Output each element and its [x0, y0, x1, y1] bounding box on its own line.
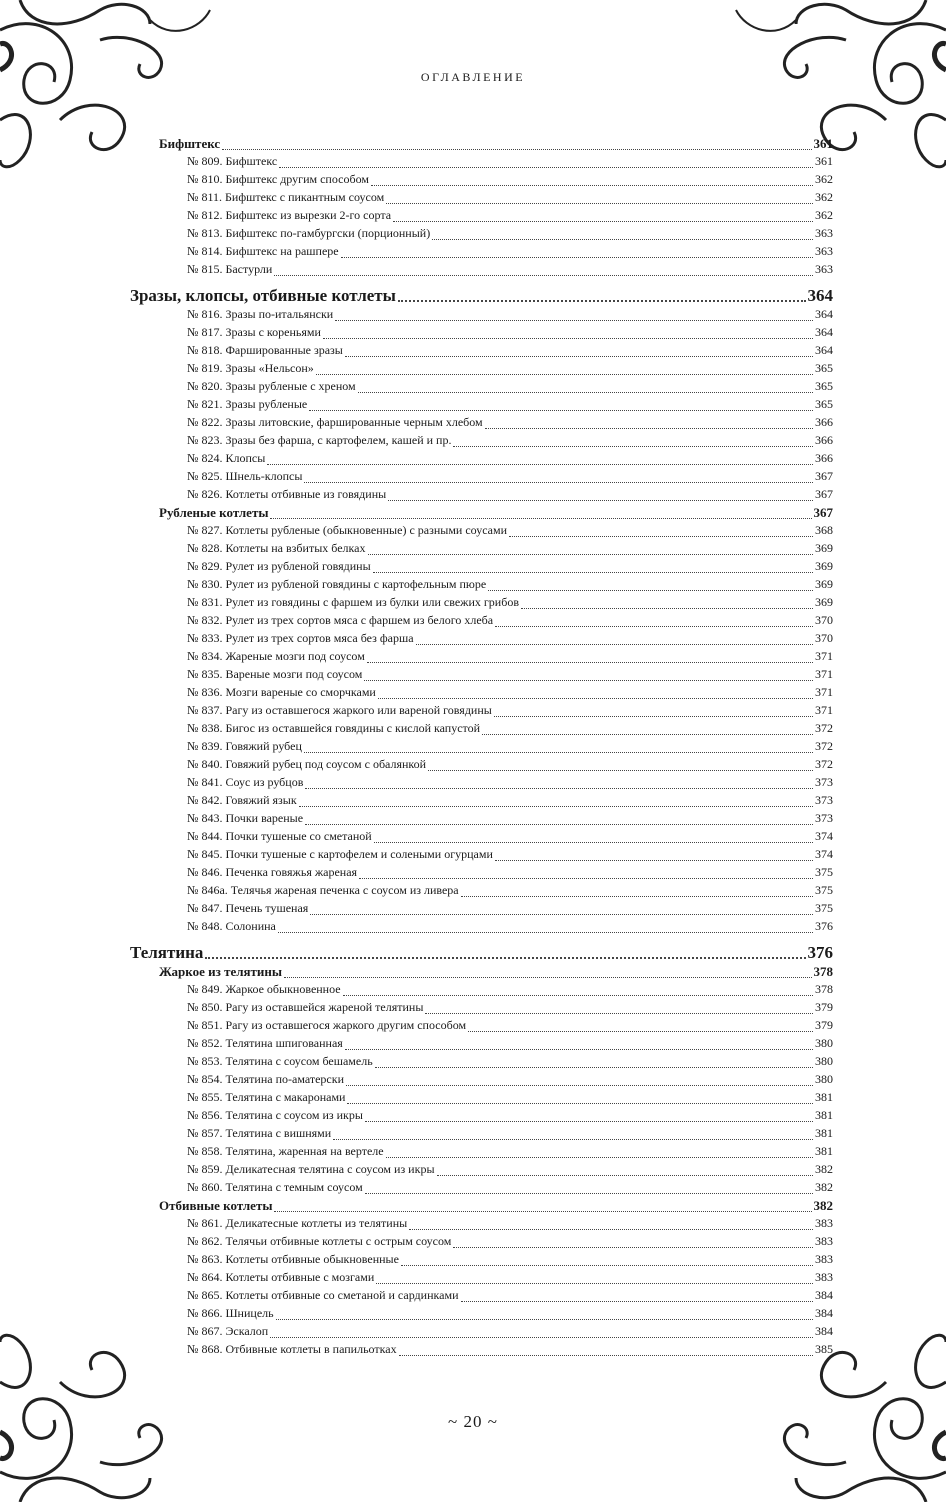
dot-leader: [267, 464, 813, 465]
toc-entry-label: № 845. Почки тушеные с картофелем и солеными огурцами: [187, 847, 493, 861]
toc-entry-label: № 852. Телятина шпигованная: [187, 1036, 343, 1050]
dot-leader: [274, 1211, 811, 1212]
toc-recipe-entry[interactable]: [130, 793, 833, 811]
dot-leader: [376, 1283, 813, 1284]
toc-entry-label: № 846а. Телячья жареная печенка с соусом из ливера: [187, 883, 459, 897]
dot-leader: [401, 1265, 813, 1266]
toc-recipe-entry[interactable]: [130, 775, 833, 793]
dot-leader: [278, 932, 813, 933]
toc-recipe-entry[interactable]: [130, 739, 833, 757]
toc-entry-label: Рубленые котлеты: [159, 505, 269, 520]
toc-entry-page: 363: [815, 226, 833, 240]
toc-entry-label: № 814. Бифштекс на рашпере: [187, 244, 339, 258]
toc-entry-page: 384: [815, 1306, 833, 1320]
toc-entry-label: № 818. Фаршированные зразы: [187, 343, 343, 357]
toc-entry-label: № 819. Зразы «Нельсон»: [187, 361, 314, 375]
dot-leader: [485, 428, 813, 429]
toc-recipe-entry[interactable]: [130, 208, 833, 226]
toc-entry-page: 376: [815, 919, 833, 933]
toc-entry-label: № 853. Телятина с соусом бешамель: [187, 1054, 373, 1068]
toc-recipe-entry[interactable]: [130, 595, 833, 613]
dot-leader: [310, 914, 813, 915]
toc-entry-page: 373: [815, 793, 833, 807]
toc-entry-page: 367: [813, 505, 833, 520]
dot-leader: [386, 1157, 813, 1158]
dot-leader: [375, 1067, 813, 1068]
toc-recipe-entry[interactable]: [130, 1180, 833, 1198]
toc-entry-label: № 831. Рулет из говядины с фаршем из булки или свежих грибов: [187, 595, 519, 609]
toc-entry-label: № 833. Рулет из трех сортов мяса без фарша: [187, 631, 414, 645]
toc-entry-page: 384: [815, 1288, 833, 1302]
toc-recipe-entry[interactable]: [130, 172, 833, 190]
dot-leader: [299, 806, 813, 807]
toc-entry-label: Отбивные котлеты: [159, 1198, 273, 1213]
toc-entry-label: № 843. Почки вареные: [187, 811, 304, 825]
toc-entry-page: 379: [815, 1000, 833, 1014]
toc-entry-page: 372: [815, 757, 833, 771]
toc-recipe-entry[interactable]: [130, 451, 833, 469]
dot-leader: [386, 203, 813, 204]
dot-leader: [398, 300, 806, 302]
dot-leader: [432, 239, 813, 240]
toc-entry-page: 381: [815, 1090, 833, 1104]
toc-entry-label: № 812. Бифштекс из вырезки 2-го сорта: [187, 208, 392, 222]
dot-leader: [453, 1247, 813, 1248]
toc-recipe-entry[interactable]: [130, 244, 833, 262]
toc-entry-page: 381: [815, 1144, 833, 1158]
toc-recipe-entry[interactable]: [130, 559, 833, 577]
dot-leader: [388, 500, 813, 501]
toc-entry-label: № 838. Бигос из оставшейся говядины с кислой капустой: [187, 721, 481, 735]
dot-leader: [488, 590, 813, 591]
toc-recipe-entry[interactable]: [130, 1090, 833, 1108]
toc-recipe-entry[interactable]: [130, 262, 833, 280]
toc-recipe-entry[interactable]: [130, 1324, 833, 1342]
toc-recipe-entry[interactable]: [130, 1126, 833, 1144]
toc-entry-page: 361: [815, 154, 833, 168]
dot-leader: [305, 824, 813, 825]
toc-entry-label: № 861. Деликатесные котлеты из телятины: [187, 1216, 408, 1230]
toc-entry-label: № 821. Зразы рубленые: [187, 397, 308, 411]
toc-entry-label: № 828. Котлеты на взбитых белках: [187, 541, 366, 555]
toc-entry-label: № 840. Говяжий рубец под соусом с обалянкой: [187, 757, 427, 771]
dot-leader: [521, 608, 813, 609]
toc-entry-label: № 858. Телятина, жаренная на вертеле: [187, 1144, 384, 1158]
dot-leader: [341, 257, 813, 258]
toc-recipe-entry[interactable]: [130, 829, 833, 847]
toc-entry-page: 369: [815, 541, 833, 555]
dot-leader: [495, 626, 813, 627]
toc-recipe-entry[interactable]: [130, 415, 833, 433]
toc-entry-page: 380: [815, 1072, 833, 1086]
toc-entry-page: 362: [815, 208, 833, 222]
dot-leader: [343, 995, 813, 996]
toc-recipe-entry[interactable]: [130, 307, 833, 325]
toc-entry-label: № 842. Говяжий язык: [187, 793, 297, 807]
dot-leader: [461, 1301, 814, 1302]
toc-recipe-entry[interactable]: [130, 1216, 833, 1234]
toc-entry-page: 366: [815, 451, 833, 465]
toc-entry-page: 373: [815, 811, 833, 825]
dot-leader: [284, 977, 811, 978]
toc-recipe-entry[interactable]: [130, 1144, 833, 1162]
toc-entry-label: № 822. Зразы литовские, фаршированные черным хлебом: [187, 415, 483, 429]
dot-leader: [399, 1355, 813, 1356]
toc-entry-label: № 864. Котлеты отбивные с мозгами: [187, 1270, 375, 1284]
toc-entry-label: № 834. Жареные мозги под соусом: [187, 649, 365, 663]
toc-entry-page: 365: [815, 397, 833, 411]
toc-recipe-entry[interactable]: [130, 685, 833, 703]
page-title: оглавление: [420, 66, 526, 85]
toc-entry-page: 371: [815, 703, 833, 717]
dot-leader: [274, 275, 813, 276]
toc-recipe-entry[interactable]: [130, 1108, 833, 1126]
toc-entry-label: № 860. Телятина с темным соусом: [187, 1180, 363, 1194]
toc-entry-page: 378: [815, 982, 833, 996]
dot-leader: [346, 1085, 813, 1086]
toc-entry-page: 367: [815, 469, 833, 483]
toc-entry-page: 369: [815, 595, 833, 609]
toc-entry-page: 366: [815, 433, 833, 447]
toc-entry-page: 372: [815, 739, 833, 753]
toc-section-entry[interactable]: [130, 943, 833, 964]
toc-entry-label: № 824. Клопсы: [187, 451, 266, 465]
toc-entry-page: 373: [815, 775, 833, 789]
dot-leader: [368, 554, 814, 555]
dot-leader: [222, 149, 811, 150]
toc-entry-page: 382: [815, 1180, 833, 1194]
toc-subsection-entry[interactable]: [130, 1198, 833, 1216]
toc-entry-label: № 866. Шницель: [187, 1306, 274, 1320]
toc-entry-label: № 851. Рагу из оставшегося жаркого другим способом: [187, 1018, 467, 1032]
toc-entry-page: 383: [815, 1216, 833, 1230]
dot-leader: [335, 320, 813, 321]
toc-entry-page: 366: [815, 415, 833, 429]
toc-recipe-entry[interactable]: [130, 1306, 833, 1324]
toc-entry-label: № 813. Бифштекс по-гамбургски (порционный): [187, 226, 431, 240]
toc-entry-label: № 848. Солонина: [187, 919, 276, 933]
toc-entry-label: № 868. Отбивные котлеты в папильотках: [187, 1342, 397, 1356]
toc-recipe-entry[interactable]: [130, 1036, 833, 1054]
toc-entry-page: 362: [815, 172, 833, 186]
toc-entry-page: 371: [815, 667, 833, 681]
toc-entry-label: № 867. Эскалоп: [187, 1324, 269, 1338]
toc-entry-page: 383: [815, 1234, 833, 1248]
toc-entry-page: 365: [815, 361, 833, 375]
toc-entry-label: № 811. Бифштекс с пикантным соусом: [187, 190, 385, 204]
toc-entry-label: № 847. Печень тушеная: [187, 901, 309, 915]
toc-recipe-entry[interactable]: [130, 847, 833, 865]
toc-recipe-entry[interactable]: [130, 325, 833, 343]
toc-recipe-entry[interactable]: [130, 1162, 833, 1180]
dot-leader: [365, 1193, 813, 1194]
toc-entry-page: 370: [815, 613, 833, 627]
toc-entry-label: № 839. Говяжий рубец: [187, 739, 302, 753]
toc-recipe-entry[interactable]: [130, 649, 833, 667]
toc-recipe-entry[interactable]: [130, 757, 833, 775]
toc-entry-label: № 859. Деликатесная телятина с соусом из икры: [187, 1162, 435, 1176]
toc-entry-label: № 844. Почки тушеные со сметаной: [187, 829, 372, 843]
dot-leader: [205, 957, 805, 959]
toc-entry-label: № 827. Котлеты рубленые (обыкновенные) с разными соусами: [187, 523, 508, 537]
toc-entry-label: Жаркое из телятины: [159, 964, 283, 979]
dot-leader: [316, 374, 813, 375]
dot-leader: [495, 860, 813, 861]
toc-recipe-entry[interactable]: [130, 721, 833, 739]
dot-leader: [304, 482, 813, 483]
toc-entry-page: 385: [815, 1342, 833, 1356]
toc-entry-label: № 826. Котлеты отбивные из говядины: [187, 487, 387, 501]
toc-entry-page: 383: [815, 1270, 833, 1284]
toc-entry-page: 371: [815, 649, 833, 663]
dot-leader: [494, 716, 813, 717]
toc-recipe-entry[interactable]: [130, 1288, 833, 1306]
toc-recipe-entry[interactable]: [130, 343, 833, 361]
toc-entry-page: 364: [815, 307, 833, 321]
dot-leader: [482, 734, 813, 735]
toc-entry-label: № 849. Жаркое обыкновенное: [187, 982, 341, 996]
toc-entry-label: № 830. Рулет из рубленой говядины с картофельным пюре: [187, 577, 487, 591]
dot-leader: [371, 185, 813, 186]
toc-entry-page: 375: [815, 901, 833, 915]
toc-entry-label: № 825. Шнель-клопсы: [187, 469, 303, 483]
toc-recipe-entry[interactable]: [130, 919, 833, 937]
dot-leader: [468, 1031, 813, 1032]
toc-recipe-entry[interactable]: [130, 397, 833, 415]
toc-recipe-entry[interactable]: [130, 577, 833, 595]
dot-leader: [270, 518, 811, 519]
toc-recipe-entry[interactable]: [130, 811, 833, 829]
toc-entry-label: № 829. Рулет из рубленой говядины: [187, 559, 371, 573]
toc-entry-label: № 862. Телячьи отбивные котлеты с острым соусом: [187, 1234, 452, 1248]
toc-entry-page: 374: [815, 829, 833, 843]
toc-entry-page: 384: [815, 1324, 833, 1338]
toc-entry-label: № 835. Вареные мозги под соусом: [187, 667, 363, 681]
toc-recipe-entry[interactable]: [130, 865, 833, 883]
toc-entry-label: № 836. Мозги вареные со сморчками: [187, 685, 376, 699]
toc-entry-label: № 857. Телятина с вишнями: [187, 1126, 332, 1140]
toc-recipe-entry[interactable]: [130, 487, 833, 505]
toc-recipe-entry[interactable]: [130, 1000, 833, 1018]
toc-subsection-entry[interactable]: [130, 136, 833, 154]
toc-entry-page: 369: [815, 559, 833, 573]
toc-entry-page: 371: [815, 685, 833, 699]
toc-recipe-entry[interactable]: [130, 469, 833, 487]
toc-entry-page: 364: [815, 343, 833, 357]
toc-recipe-entry[interactable]: [130, 1342, 833, 1360]
toc-subsection-entry[interactable]: [130, 505, 833, 523]
dot-leader: [270, 1337, 813, 1338]
toc-recipe-entry[interactable]: [130, 361, 833, 379]
toc-recipe-entry[interactable]: [130, 154, 833, 172]
dot-leader: [276, 1319, 813, 1320]
toc-entry-label: Зразы, клопсы, отбивные котлеты: [130, 286, 396, 305]
dot-leader: [509, 536, 813, 537]
toc-entry-page: 368: [815, 523, 833, 537]
toc-entry-label: Телятина: [130, 943, 204, 962]
dot-leader: [453, 446, 813, 447]
toc-entry-page: 383: [815, 1252, 833, 1266]
toc-entry-page: 379: [815, 1018, 833, 1032]
toc-entry-page: 362: [815, 190, 833, 204]
toc-entry-label: № 837. Рагу из оставшегося жаркого или вареной говядины: [187, 703, 492, 717]
toc-entry-label: № 816. Зразы по-итальянски: [187, 307, 334, 321]
toc-entry-label: № 846. Печенка говяжья жареная: [187, 865, 358, 879]
dot-leader: [305, 788, 813, 789]
dot-leader: [358, 392, 813, 393]
toc-entry-page: 370: [815, 631, 833, 645]
toc-entry-page: 363: [815, 244, 833, 258]
page-number: ~ 20 ~: [448, 1412, 498, 1431]
dot-leader: [367, 662, 813, 663]
toc-recipe-entry[interactable]: [130, 982, 833, 1000]
toc-recipe-entry[interactable]: [130, 901, 833, 919]
toc-entry-label: № 809. Бифштекс: [187, 154, 278, 168]
toc-entry-label: № 810. Бифштекс другим способом: [187, 172, 369, 186]
toc-entry-label: Бифштекс: [159, 136, 221, 151]
toc-entry-page: 381: [815, 1108, 833, 1122]
dot-leader: [373, 572, 813, 573]
dot-leader: [461, 896, 813, 897]
toc-entry-page: 374: [815, 847, 833, 861]
toc-recipe-entry[interactable]: [130, 1054, 833, 1072]
toc-entry-label: № 817. Зразы с кореньями: [187, 325, 321, 339]
toc-entry-page: 382: [815, 1162, 833, 1176]
toc-entry-page: 380: [815, 1036, 833, 1050]
toc-recipe-entry[interactable]: [130, 226, 833, 244]
dot-leader: [374, 842, 813, 843]
dot-leader: [359, 878, 813, 879]
toc-entry-label: № 841. Соус из рубцов: [187, 775, 304, 789]
dot-leader: [309, 410, 813, 411]
toc-recipe-entry[interactable]: [130, 1270, 833, 1288]
toc-entry-page: 378: [813, 964, 833, 979]
dot-leader: [323, 338, 813, 339]
toc-entry-page: 361: [813, 136, 833, 151]
toc-entry-label: № 856. Телятина с соусом из икры: [187, 1108, 363, 1122]
toc-recipe-entry[interactable]: [130, 613, 833, 631]
dot-leader: [416, 644, 813, 645]
dot-leader: [437, 1175, 814, 1176]
toc-entry-page: 375: [815, 865, 833, 879]
dot-leader: [345, 1049, 813, 1050]
toc-entry-page: 365: [815, 379, 833, 393]
toc-entry-page: 382: [813, 1198, 833, 1213]
dot-leader: [409, 1229, 813, 1230]
toc-recipe-entry[interactable]: [130, 1252, 833, 1270]
toc-entry-label: № 832. Рулет из трех сортов мяса с фаршем из белого хлеба: [187, 613, 494, 627]
toc-recipe-entry[interactable]: [130, 541, 833, 559]
toc-recipe-entry[interactable]: [130, 1018, 833, 1036]
dot-leader: [333, 1139, 813, 1140]
toc-section-entry[interactable]: [130, 286, 833, 307]
toc-entry-label: № 815. Бастурли: [187, 262, 273, 276]
table-of-contents: [130, 136, 833, 1360]
dot-leader: [365, 1121, 813, 1122]
dot-leader: [425, 1013, 813, 1014]
toc-entry-label: № 823. Зразы без фарша, с картофелем, кашей и пр.: [187, 433, 452, 447]
toc-entry-page: 367: [815, 487, 833, 501]
toc-entry-label: № 850. Рагу из оставшейся жареной телятины: [187, 1000, 424, 1014]
toc-recipe-entry[interactable]: [130, 667, 833, 685]
toc-subsection-entry[interactable]: [130, 964, 833, 982]
toc-entry-page: 364: [807, 286, 833, 305]
toc-recipe-entry[interactable]: [130, 1072, 833, 1090]
toc-entry-page: 376: [807, 943, 833, 962]
toc-entry-page: 372: [815, 721, 833, 735]
dot-leader: [304, 752, 813, 753]
toc-recipe-entry[interactable]: [130, 190, 833, 208]
toc-entry-label: № 820. Зразы рубленые с хреном: [187, 379, 356, 393]
toc-entry-page: 381: [815, 1126, 833, 1140]
dot-leader: [393, 221, 813, 222]
toc-entry-page: 380: [815, 1054, 833, 1068]
toc-recipe-entry[interactable]: [130, 631, 833, 649]
toc-entry-page: 364: [815, 325, 833, 339]
toc-entry-label: № 854. Телятина по-аматерски: [187, 1072, 344, 1086]
toc-entry-label: № 855. Телятина с макаронами: [187, 1090, 346, 1104]
toc-recipe-entry[interactable]: [130, 433, 833, 451]
dot-leader: [345, 356, 813, 357]
toc-recipe-entry[interactable]: [130, 523, 833, 541]
toc-entry-label: № 863. Котлеты отбивные обыкновенные: [187, 1252, 399, 1266]
dot-leader: [347, 1103, 813, 1104]
toc-entry-page: 375: [815, 883, 833, 897]
dot-leader: [279, 167, 813, 168]
toc-recipe-entry[interactable]: [130, 1234, 833, 1252]
dot-leader: [378, 698, 813, 699]
toc-entry-label: № 865. Котлеты отбивные со сметаной и сардинками: [187, 1288, 459, 1302]
toc-entry-page: 363: [815, 262, 833, 276]
toc-recipe-entry[interactable]: [130, 703, 833, 721]
toc-recipe-entry[interactable]: [130, 379, 833, 397]
dot-leader: [364, 680, 813, 681]
toc-entry-page: 369: [815, 577, 833, 591]
toc-recipe-entry[interactable]: [130, 883, 833, 901]
dot-leader: [428, 770, 813, 771]
